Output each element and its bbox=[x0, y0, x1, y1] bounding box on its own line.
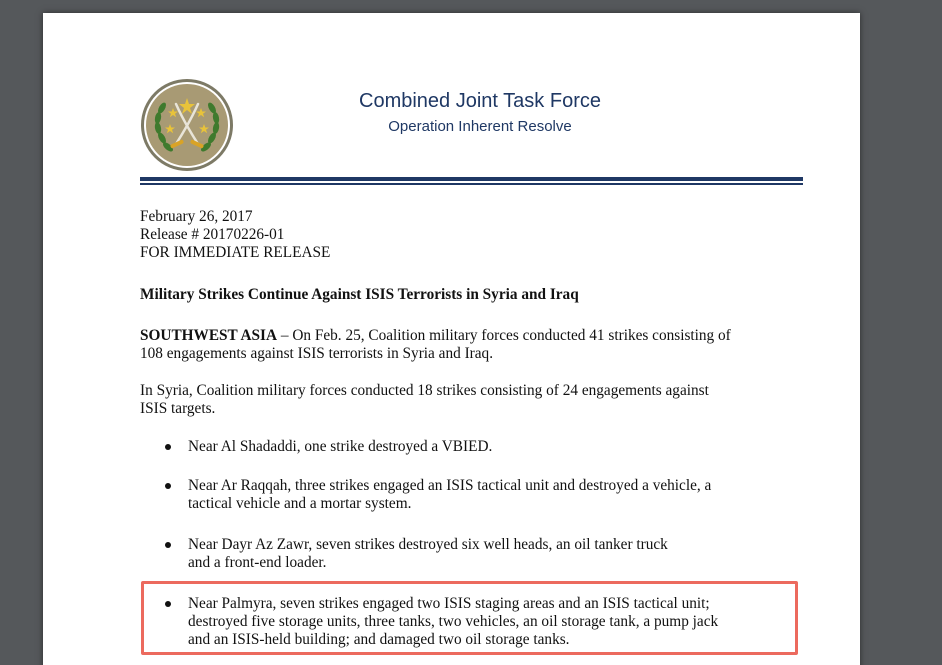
header-divider-thin bbox=[140, 183, 803, 185]
bullet-line: Near Palmyra, seven strikes engaged two ISIS staging areas and an ISIS tactical unit; bbox=[188, 595, 710, 612]
summary-paragraph bbox=[140, 327, 780, 363]
release-immediacy: FOR IMMEDIATE RELEASE bbox=[140, 244, 331, 261]
bullet-line: destroyed five storage units, three tanks, two vehicles, an oil storage tank, a pump jack bbox=[188, 613, 719, 630]
cjtf-seal-icon bbox=[140, 78, 234, 172]
bullet-icon bbox=[165, 601, 171, 607]
bullet-line: and a front-end loader. bbox=[188, 554, 327, 571]
operation-subheading: Operation Inherent Resolve bbox=[388, 118, 572, 135]
syria-paragraph bbox=[140, 382, 780, 418]
summary-line-1: – On Feb. 25, Coalition military forces conducted 41 strikes consisting of bbox=[277, 327, 731, 344]
press-release-headline: Military Strikes Continue Against ISIS Terrorists in Syria and Iraq bbox=[140, 286, 579, 303]
dateline: SOUTHWEST ASIA bbox=[140, 327, 278, 344]
org-name-heading: Combined Joint Task Force bbox=[359, 90, 601, 112]
release-info bbox=[140, 208, 330, 262]
release-number: Release # 20170226-01 bbox=[140, 226, 285, 243]
syria-line-1: In Syria, Coalition military forces conducted 18 strikes consisting of 24 engagements against bbox=[140, 382, 709, 399]
bullet-line: tactical vehicle and a mortar system. bbox=[188, 495, 412, 512]
bullet-line: Near Ar Raqqah, three strikes engaged an ISIS tactical unit and destroyed a vehicle, a bbox=[188, 477, 712, 494]
summary-line-2: 108 engagements against ISIS terrorists in Syria and Iraq. bbox=[140, 345, 494, 362]
document-page bbox=[43, 13, 860, 665]
bullet-line: Near Dayr Az Zawr, seven strikes destroyed six well heads, an oil tanker truck bbox=[188, 536, 668, 553]
bullet-icon bbox=[165, 444, 171, 450]
header-divider-thick bbox=[140, 177, 803, 181]
bullet-line: and an ISIS-held building; and damaged two oil storage tanks. bbox=[188, 631, 570, 648]
bullet-icon bbox=[165, 483, 171, 489]
bullet-line: Near Al Shadaddi, one strike destroyed a VBIED. bbox=[188, 438, 493, 455]
syria-line-2: ISIS targets. bbox=[140, 400, 216, 417]
release-date: February 26, 2017 bbox=[140, 208, 253, 225]
bullet-icon bbox=[165, 542, 171, 548]
